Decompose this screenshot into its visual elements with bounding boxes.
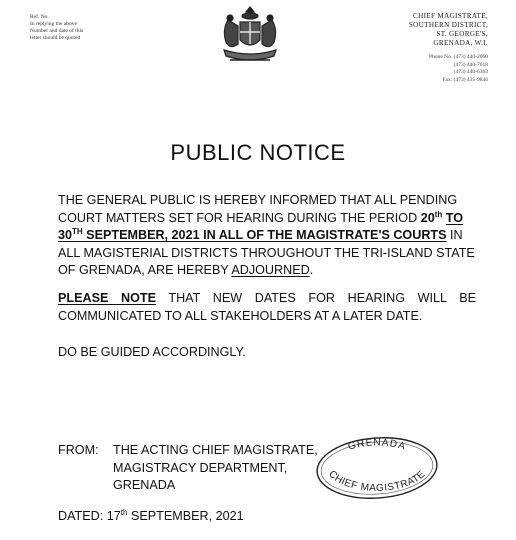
text-span: THE GENERAL PUBLIC IS HEREBY INFORMED THAT ALL PENDING COURT MATTERS SET FOR HEARING DURING THE PERIOD	[58, 193, 458, 225]
page-title: PUBLIC NOTICE	[170, 140, 346, 165]
from-lines	[113, 442, 318, 495]
contact-numbers	[338, 54, 488, 84]
stamp-top-path: GRENADA	[346, 437, 408, 453]
office-line: ST. GEORGE'S,	[436, 30, 488, 38]
official-stamp	[312, 430, 442, 500]
dated-suffix: th	[120, 507, 128, 517]
from-label: FROM:	[58, 443, 99, 457]
office-line: CHIEF MAGISTRATE,	[413, 12, 488, 20]
from-line: MAGISTRACY DEPARTMENT,	[113, 460, 288, 475]
from-line: THE ACTING CHIEF MAGISTRATE,	[113, 443, 318, 457]
text-span: THAT NEW DATES FOR HEARING WILL BE COMMUNICATED TO ALL STAKEHOLDERS AT A LATER DATE.	[58, 291, 476, 323]
notice-paragraph-2	[58, 290, 476, 325]
contact-line: (473) 440-7618	[453, 61, 488, 68]
reference-note	[30, 14, 120, 42]
contact-line: Phone No. (473) 440-2060	[429, 54, 488, 60]
to-word: TO	[445, 210, 464, 225]
notice-paragraph-3: DO BE GUIDED ACCORDINGLY.	[58, 345, 246, 359]
start-date	[421, 211, 443, 225]
office-line: GRENADA, W.I.	[433, 39, 488, 47]
contact-line: (473) 440-6363	[453, 69, 488, 76]
adjourned-word: ADJOURNED	[231, 263, 310, 277]
notice-paragraph-1	[58, 192, 476, 280]
end-day: 30	[58, 228, 73, 242]
stamp-bottom-path: CHIEF MAGISTRATE	[326, 468, 428, 495]
office-address	[338, 12, 488, 84]
office-line: SOUTHERN DISTRICT,	[408, 21, 488, 29]
stamp-top-text	[347, 437, 407, 452]
start-day: 20	[420, 210, 435, 225]
contact-line: Fax: (473) 435-9846	[442, 76, 488, 83]
from-line: GRENADA	[113, 478, 176, 492]
coat-of-arms-icon	[210, 6, 290, 68]
text-span: IN ALL MAGISTERIAL DISTRICTS THROUGHOUT THE TRI-ISLAND STATE OF GRENADA, ARE HEREBY	[58, 228, 475, 277]
end-date-rest: SEPTEMBER, 2021 IN ALL OF THE MAGISTRATE'S COURTS	[82, 228, 447, 242]
start-day-suffix: th	[434, 209, 443, 219]
dated-rest: SEPTEMBER, 2021	[127, 509, 244, 523]
ref-line: Number and date of this	[30, 28, 84, 34]
please-note: PLEASE NOTE	[58, 291, 156, 305]
dated-line	[58, 508, 244, 526]
ref-line: In replying the above	[30, 21, 77, 27]
ref-line: Ref. No.	[30, 14, 49, 20]
dated-prefix: DATED: 17	[58, 509, 121, 523]
end-date	[58, 228, 447, 242]
text-span: .	[309, 263, 314, 277]
end-day-suffix: TH	[72, 226, 83, 236]
ref-line: letter should be quoted	[30, 35, 81, 41]
